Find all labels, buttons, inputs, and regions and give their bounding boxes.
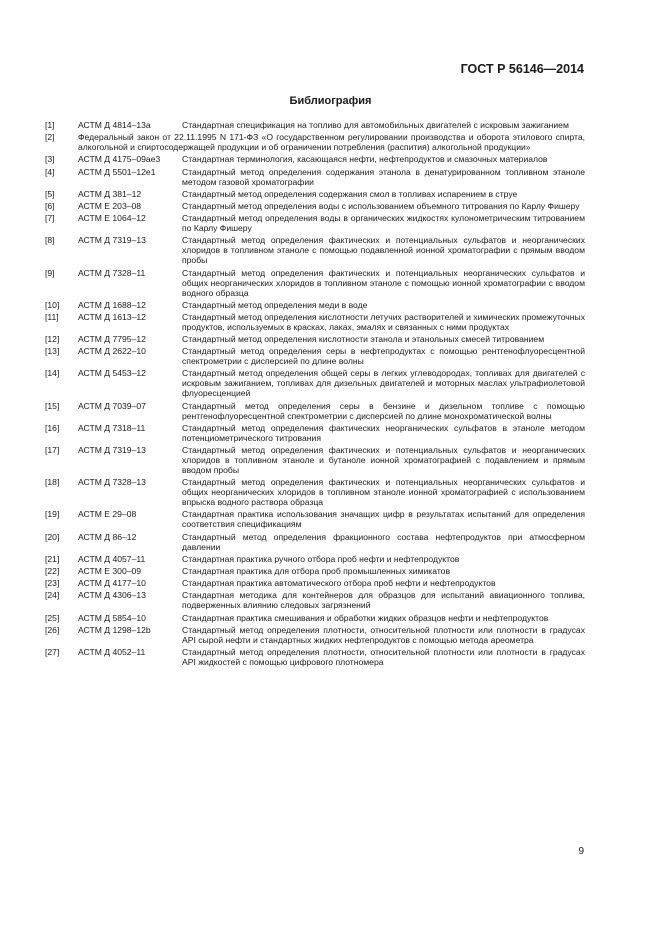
entry-text: Стандартный метод определения меди в воде: [182, 299, 368, 310]
entry-code: АСТМ Д 5453–12: [78, 368, 146, 379]
entry-code: АСТМ Д 7795–12: [78, 334, 146, 345]
entry-number: [9]: [45, 267, 55, 278]
entry-text: Стандартный метод определения содержания смол в топливах испарением в струе: [182, 188, 518, 199]
entry-text: Стандартный метод определения фактических и потенциальных неорганических сульфатов и общих неорганических хлоридов в топливном этаноле с помощью ионной хроматографии с вводом водного образца: [182, 267, 585, 298]
bibliography-list: [45, 120, 585, 669]
bibliography-entry: [45, 509, 585, 529]
entry-text: Стандартный метод определения содержания этанола в денатурированном топливном этаноле методом газовой хроматографии: [182, 166, 585, 187]
bibliography-entry: [45, 613, 585, 623]
bibliography-entry: [45, 334, 585, 344]
entry-number: [23]: [45, 578, 60, 589]
entry-text: Федеральный закон от 22.11.1995 N 171-ФЗ «О государственном регулировании производства и оборота этилового спирта, алкогольной и спиртосодержащей продукции и об ограничении потребления (распития) алкогольной продукции»: [78, 132, 585, 153]
bibliography-entry: [45, 235, 585, 265]
bibliography-entry: [45, 401, 585, 421]
entry-text: Стандартный метод определения фактических и потенциальных сульфатов и неорганических хлоридов в топливном этаноле и бутаноле ионной хроматографией с подавлением и прямым вводом пробы: [182, 445, 585, 475]
entry-number: [15]: [45, 400, 60, 411]
entry-number: [12]: [45, 334, 60, 345]
bibliography-entry: [45, 423, 585, 443]
entry-text: Стандартный метод определения фактических и потенциальных сульфатов и неорганических хлоридов в топливном этаноле с помощью подавленной ионной хроматографии с прямым вводом пробы: [182, 235, 585, 266]
entry-number: [7]: [45, 213, 55, 224]
entry-number: [5]: [45, 188, 55, 199]
entry-code: АСТМ Д 4177–10: [78, 578, 146, 589]
entry-number: [4]: [45, 166, 55, 177]
entry-text: Стандартная методика для контейнеров для образцов для испытаний авиационного топлива, подверженных влиянию следовых загрязнений: [182, 590, 585, 611]
bibliography-entry: [45, 578, 585, 588]
entry-text: Стандартный метод определения воды в органических жидкостях кулонометрическим титрованием по Карлу Фишеру: [182, 213, 585, 234]
entry-text: Стандартный метод определения фактических неорганических сульфатов в этаноле методом потенциометрического титрования: [182, 422, 585, 443]
entry-number: [19]: [45, 509, 60, 520]
entry-code: АСТМ Д 7328–13: [78, 477, 146, 488]
bibliography-entry: [45, 590, 585, 610]
entry-code: АСТМ Е 29–08: [78, 509, 137, 520]
entry-code: АСТМ Д 7318–11: [78, 422, 146, 433]
entry-number: [27]: [45, 646, 60, 657]
bibliography-entry: [45, 189, 585, 199]
bibliography-entry: [45, 167, 585, 187]
bibliography-entry: [45, 154, 585, 164]
document-header: ГОСТ Р 56146—2014: [460, 62, 584, 76]
entry-text: Стандартная практика использования значащих цифр в результатах испытаний для определения соответствия спецификациям: [182, 509, 585, 530]
entry-code: АСТМ Д 5854–10: [78, 612, 146, 623]
entry-number: [18]: [45, 477, 60, 488]
entry-number: [14]: [45, 368, 60, 379]
entry-code: АСТМ Е 300–09: [78, 565, 142, 576]
bibliography-entry: [45, 477, 585, 507]
bibliography-entry: [45, 554, 585, 564]
entry-code: АСТМ Д 7039–07: [78, 400, 146, 411]
entry-text: Стандартная практика автоматического отбора проб нефти и нефтепродуктов: [182, 578, 496, 589]
entry-text: Стандартный метод определения фактических и потенциальных неорганических сульфатов и общих неорганических хлоридов в топливном этаноле ионной хроматографией с использованием впрыска водного раствора образца: [182, 477, 585, 508]
bibliography-entry: [45, 213, 585, 233]
entry-text: Стандартный метод определения плотности, относительной плотности или плотности в градусах API жидкостей с помощью цифрового плотномера: [182, 646, 585, 667]
entry-code: АСТМ Д 7328–11: [78, 267, 146, 278]
entry-code: АСТМ Д 4057–11: [78, 553, 146, 564]
entry-number: [25]: [45, 612, 60, 623]
bibliography-entry: [45, 647, 585, 667]
entry-text: Стандартная практика для отбора проб промышленных химикатов: [182, 565, 451, 576]
entry-number: [22]: [45, 565, 60, 576]
entry-number: [1]: [45, 120, 55, 130]
entry-text: Стандартная практика смешивания и обработки жидких образцов нефти и нефтепродуктов: [182, 612, 549, 623]
entry-number: [17]: [45, 445, 60, 455]
entry-number: [2]: [45, 132, 55, 143]
entry-text: Стандартный метод определения общей серы в легких углеводородах, топливах для двигателей с искровым зажиганием, топливах для дизельных двигателей и моторных маслах ультрафиолетовой флуоресценцией: [182, 368, 585, 399]
entry-number: [8]: [45, 235, 55, 246]
entry-text: Стандартный метод определения серы в бензине и дизельном топливе с помощью рентгенофлуоресцентной спектрометрии с дисперсией по длине монохроматической волны: [182, 400, 585, 421]
entry-code: АСТМ Д 7319–13: [78, 235, 146, 246]
bibliography-entry: [45, 625, 585, 645]
entry-number: [26]: [45, 624, 60, 635]
entry-number: [11]: [45, 311, 59, 322]
entry-number: [16]: [45, 422, 60, 433]
entry-text: Стандартный метод определения плотности, относительной плотности или плотности в градусах API сырой нефти и стандартных жидких нефтепродуктов с помощью метода ареометра: [182, 624, 585, 645]
bibliography-entry: [45, 445, 585, 475]
entry-number: [20]: [45, 531, 60, 542]
entry-code: АСТМ Д 4175–09ae3: [78, 154, 161, 165]
entry-code: АСТМ Д 7319–13: [78, 445, 146, 455]
entry-text: Стандартная спецификация на топливо для автомобильных двигателей с искровым зажиганием: [182, 120, 569, 130]
entry-number: [13]: [45, 346, 60, 357]
bibliography-entry: [45, 312, 585, 332]
entry-code: АСТМ Д 4814–13а: [78, 120, 151, 130]
entry-code: АСТМ Е 1064–12: [78, 213, 146, 224]
bibliography-entry: [45, 346, 585, 366]
bibliography-entry: [45, 120, 585, 130]
entry-code: АСТМ Д 1298–12b: [78, 624, 151, 635]
bibliography-entry: [45, 201, 585, 211]
entry-number: [6]: [45, 200, 55, 211]
entry-text: Стандартный метод определения воды с использованием объемного титрования по Карлу Фишеру: [182, 200, 580, 211]
entry-text: Стандартная терминология, касающаяся нефти, нефтепродуктов и смазочных материалов: [182, 154, 548, 165]
entry-code: АСТМ Д 381–12: [78, 188, 142, 199]
entry-code: АСТМ Д 4052–11: [78, 646, 146, 657]
bibliography-entry: [45, 532, 585, 552]
entry-text: Стандартный метод определения фракционного состава нефтепродуктов при атмосферном давлении: [182, 531, 585, 552]
entry-text: Стандартный метод определения кислотности этанола и этанольных смесей титрованием: [182, 334, 545, 345]
bibliography-entry: [45, 300, 585, 310]
entry-code: АСТМ Д 86–12: [78, 531, 137, 542]
bibliography-entry: [45, 566, 585, 576]
entry-code: АСТМ Д 4306–13: [78, 590, 146, 601]
entry-number: [3]: [45, 154, 55, 165]
entry-text: Стандартная практика ручного отбора проб нефти и нефтепродуктов: [182, 553, 460, 564]
entry-code: АСТМ Д 2622–10: [78, 346, 146, 357]
entry-code: АСТМ Д 1688–12: [78, 299, 146, 310]
entry-number: [10]: [45, 299, 60, 310]
bibliography-entry: [45, 132, 585, 152]
entry-code: АСТМ Д 5501–12e1: [78, 166, 156, 177]
entry-text: Стандартный метод определения кислотности летучих растворителей и химических промежуточных продуктов, используемых в красках, лаках, эмалях и связанных с ними продуктах: [182, 311, 585, 332]
entry-code: АСТМ Е 203–08: [78, 200, 142, 211]
entry-code: АСТМ Д 1613–12: [78, 311, 146, 322]
section-title: Библиография: [289, 95, 372, 107]
page-number: 9: [578, 846, 584, 857]
entry-number: [21]: [45, 553, 60, 564]
bibliography-entry: [45, 268, 585, 298]
bibliography-entry: [45, 368, 585, 398]
entry-number: [24]: [45, 590, 60, 601]
entry-text: Стандартный метод определения серы в нефтепродуктах с помощью рентгенофлуоресцентной спектрометрии с дисперсией по длине волны: [182, 346, 585, 367]
